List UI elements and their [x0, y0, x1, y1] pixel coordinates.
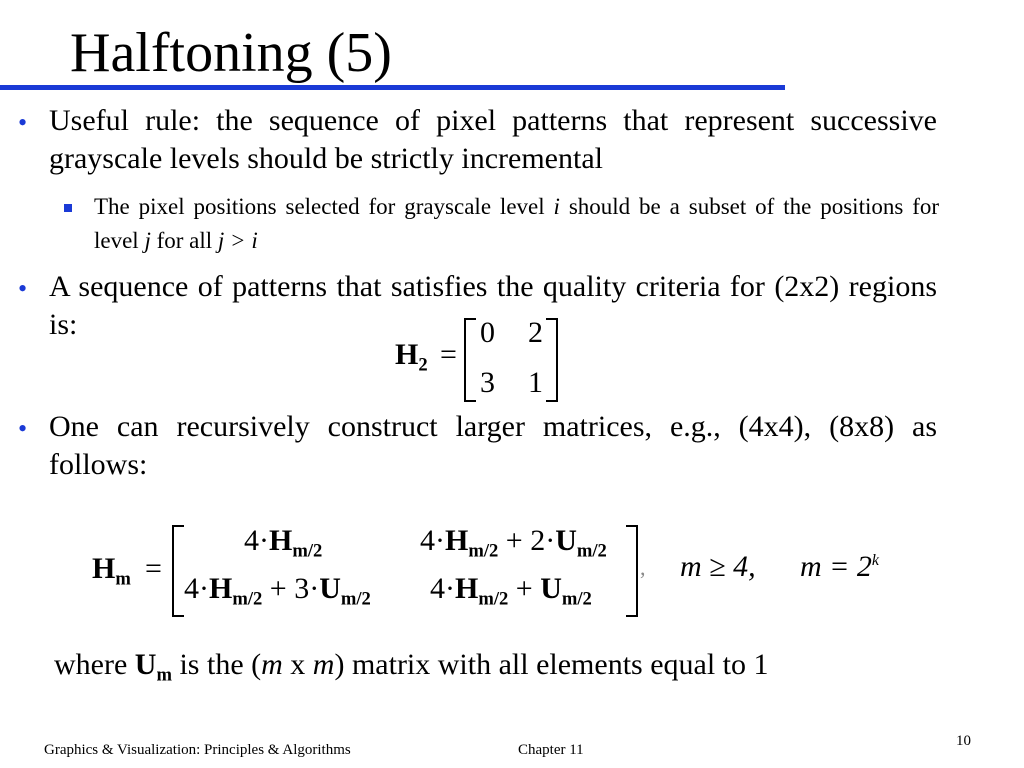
sub-bullet-text: The pixel positions selected for grayscale level i should be a subset of the positions for level j for all j > i [94, 194, 940, 253]
bullet-2-text: A sequence of patterns that satisfies the quality criteria for (2x2) regions is: [49, 270, 938, 341]
hm-left-bracket [172, 525, 184, 617]
slide-title: Halftoning (5) [70, 22, 392, 84]
h2-equals: = [440, 338, 457, 371]
bullet-dot: • [18, 274, 28, 303]
hm-symbol: $H_m$ [92, 552, 131, 590]
footer-book-title: Graphics & Visualization: Principles & Algorithms [44, 742, 351, 758]
footer-chapter: Chapter 11 [518, 742, 584, 758]
h2-symbol: $H_2$ [395, 338, 428, 376]
hm-condition-1: m ≥ 4, [680, 550, 756, 583]
h2-left-bracket [464, 318, 476, 402]
title-underline [0, 85, 785, 90]
where-line: where $U_m$ is the (m x m) matrix with all elements equal to 1 [54, 648, 769, 686]
bullet-3-text: One can recursively construct larger matrices, e.g., (4x4), (8x8) as follows: [49, 410, 937, 481]
page-number: 10 [956, 733, 971, 749]
hm-equals: = [145, 552, 162, 585]
hm-cell-top-right: $4\cdot H_{m/2} + 2\cdot U_{m/2}$ [420, 524, 607, 562]
h2-right-bracket [546, 318, 558, 402]
h2-cell: 2 [528, 316, 543, 349]
hm-cell-bottom-right: $4\cdot H_{m/2} + U_{m/2}$ [430, 572, 592, 610]
h2-cell: 3 [480, 366, 495, 399]
hm-condition-2: $m = 2^k$ [800, 550, 880, 583]
hm-right-bracket [626, 525, 638, 617]
bullet-dot: • [18, 414, 28, 443]
hm-comma: , [640, 555, 646, 580]
bullet-dot: • [18, 108, 28, 137]
h2-cell: 1 [528, 366, 543, 399]
hm-cell-bottom-left: $4\cdot H_{m/2} + 3\cdot U_{m/2}$ [184, 572, 371, 610]
bullet-1-text: Useful rule: the sequence of pixel patterns that represent successive grayscale levels should be strictly incremental [49, 104, 937, 175]
hm-cell-top-left: $4\cdot H_{m/2}$ [244, 524, 323, 562]
h2-cell: 0 [480, 316, 495, 349]
sub-bullet-square [64, 204, 72, 212]
